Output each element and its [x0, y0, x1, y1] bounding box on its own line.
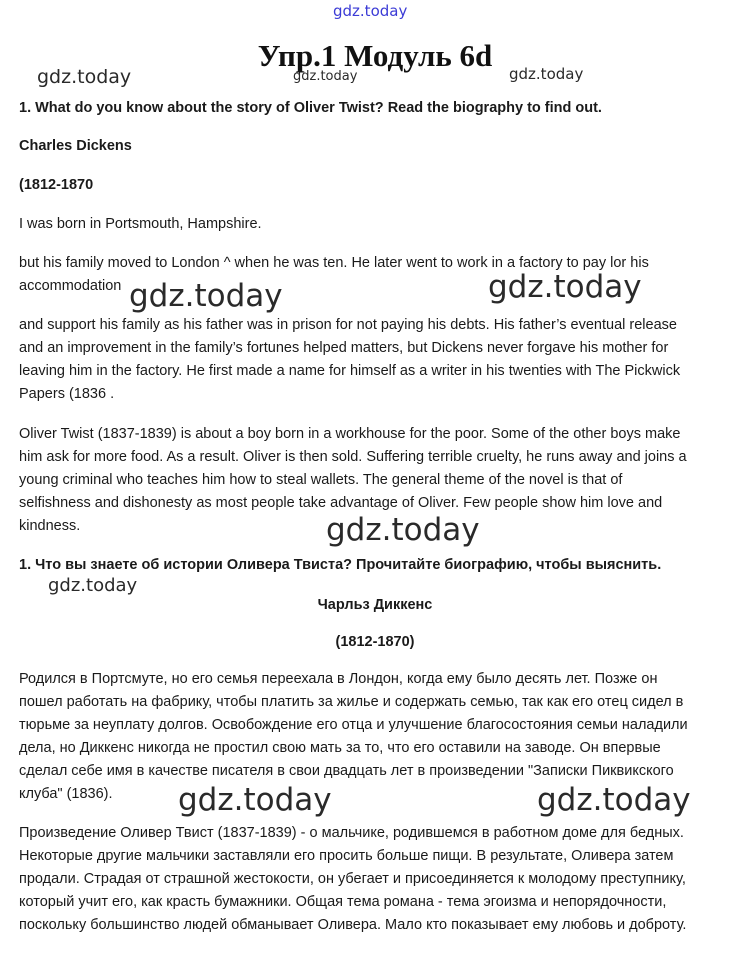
english-author-years: (1812-1870 — [19, 177, 94, 193]
watermark-center: gdz.today — [326, 512, 480, 548]
text-line: Некоторые другие мальчики заставляли его просить больше пищи. В результате, Оливера затем — [19, 848, 674, 864]
text-line: kindness. — [19, 518, 81, 534]
english-paragraph-2-line-2: accommodation — [19, 278, 122, 294]
russian-author-name: Чарльз Диккенс — [317, 597, 433, 613]
text-line: him ask for more food. As a result. Oliver is then sold. Suffering terrible cruelty, he runs away and joins a — [19, 449, 687, 465]
russian-paragraph-2 — [19, 822, 731, 937]
text-line: leaving him in the factory. He first made a name for himself as a writer in his twenties with The Pickwick — [19, 363, 681, 379]
english-paragraph-4 — [19, 423, 731, 538]
russian-paragraph-1 — [19, 668, 731, 806]
text-line: selfishness and dishonesty as most people take advantage of Oliver. Few people show him love and — [19, 495, 663, 511]
text-line: Произведение Оливер Твист (1837-1839) - о мальчике, родившемся в работном доме для бедных. — [19, 825, 684, 841]
text-line: дела, но Диккенс никогда не простил свою мать за то, что его оставили на заводе. Он впервые — [19, 740, 661, 756]
english-paragraph-1: I was born in Portsmouth, Hampshire. — [19, 216, 262, 232]
watermark-header-center: gdz.today — [293, 69, 358, 84]
text-line: young criminal who teaches him how to steal wallets. The general theme of the novel is that of — [19, 472, 623, 488]
watermark-small-left: gdz.today — [48, 575, 138, 596]
text-line: тюрьме за неуплату долгов. Освобождение его отца и улучшение благосостояния семьи наладили — [19, 717, 688, 733]
text-line: который учит его, как красть бумажники. Общая тема романа - тема эгоизма и непорядочности, — [19, 894, 667, 910]
russian-question: 1. Что вы знаете об истории Оливера Твиста? Прочитайте биографию, чтобы выяснить. — [19, 557, 662, 573]
text-line: пошел работать на фабрику, чтобы платить за жилье и содержать семью, так как его отец сидел в — [19, 694, 684, 710]
text-line: Oliver Twist (1837-1839) is about a boy born in a workhouse for the poor. Some of the other boys make — [19, 426, 681, 442]
text-line: and an improvement in the family’s fortunes helped matters, but Dickens never forgave his mother for — [19, 340, 669, 356]
text-line: продали. Страдая от страшной жестокости, он убегает и присоединяется к молодому преступнику, — [19, 871, 686, 887]
text-line: сделал себе имя в качестве писателя в свои двадцать лет в произведении "Записки Пиквикского — [19, 763, 674, 779]
watermark-mid-left: gdz.today — [129, 278, 283, 314]
english-question: 1. What do you know about the story of Oliver Twist? Read the biography to find out. — [19, 100, 602, 116]
text-line: клуба" (1836). — [19, 786, 113, 802]
english-author-name: Charles Dickens — [19, 138, 132, 154]
text-line: Papers (1836 . — [19, 386, 115, 402]
watermark-top: gdz.today — [333, 2, 408, 20]
text-line: and support his family as his father was in prison for not paying his debts. His father’s eventual release — [19, 317, 677, 333]
watermark-mid-right: gdz.today — [488, 269, 642, 305]
watermark-bottom-left: gdz.today — [178, 782, 332, 818]
watermark-header-left: gdz.today — [37, 66, 132, 88]
text-line: Родился в Портсмуте, но его семья переехала в Лондон, когда ему было десять лет. Позже он — [19, 671, 658, 687]
page-title: Упр.1 Модуль 6d — [257, 38, 493, 73]
watermark-bottom-right: gdz.today — [537, 782, 691, 818]
watermark-header-right: gdz.today — [509, 65, 584, 83]
russian-author-years: (1812-1870) — [335, 634, 415, 650]
english-paragraph-2-line-1: but his family moved to London ^ when he was ten. He later went to work in a factory to pay lor his — [19, 255, 649, 271]
text-line: поскольку большинство людей обманывает Оливера. Мало кто показывает ему любовь и доброту. — [19, 917, 687, 933]
english-paragraph-3 — [19, 314, 731, 406]
